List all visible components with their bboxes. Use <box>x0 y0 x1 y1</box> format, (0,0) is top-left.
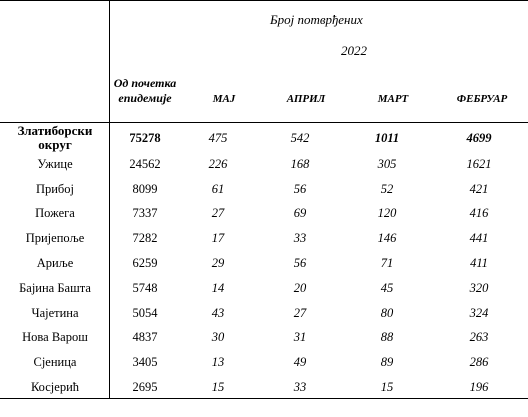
row-march: 89 <box>380 355 394 370</box>
row-may: 17 <box>211 231 225 246</box>
row-may: 13 <box>211 355 225 370</box>
col-head-may: МАЈ <box>212 93 236 105</box>
row-name: Златиборски округ <box>17 123 93 152</box>
row-march: 88 <box>380 330 394 345</box>
row-may: 14 <box>211 280 225 295</box>
row-april: 542 <box>290 130 310 145</box>
row-february: 196 <box>469 380 489 395</box>
row-march: 146 <box>377 231 397 246</box>
row-may: 15 <box>211 380 225 395</box>
row-name: Пријепоље <box>25 231 85 246</box>
row-april: 31 <box>293 330 307 345</box>
row-march: 120 <box>377 206 397 221</box>
row-total-value: 7337 <box>132 206 158 221</box>
row-total-value: 7282 <box>132 231 158 246</box>
row-total-value: 5054 <box>132 305 158 320</box>
header-year: 2022 <box>341 43 367 58</box>
row-april: 33 <box>293 380 307 395</box>
row-may: 29 <box>211 256 225 271</box>
row-april: 33 <box>293 231 307 246</box>
table-row <box>0 326 528 351</box>
row-february: 324 <box>469 305 489 320</box>
row-february: 320 <box>469 280 489 295</box>
row-february: 263 <box>469 330 489 345</box>
col-head-march: МАРТ <box>377 93 409 105</box>
row-name: Ужице <box>37 156 73 171</box>
row-may: 27 <box>211 206 225 221</box>
row-name: Сјеница <box>33 355 77 370</box>
row-march: 15 <box>380 380 394 395</box>
table-row <box>0 276 528 301</box>
row-february: 441 <box>469 231 489 246</box>
table-row <box>0 251 528 276</box>
table-row <box>0 350 528 375</box>
row-march: 45 <box>380 280 394 295</box>
row-april: 56 <box>293 181 307 196</box>
row-name: Косјерић <box>30 380 80 395</box>
row-may: 475 <box>208 130 228 145</box>
table-row <box>0 226 528 251</box>
row-name: Ариље <box>36 256 74 271</box>
table-row <box>0 301 528 326</box>
col-head-february: ФЕБРУАР <box>456 93 508 105</box>
row-february: 1621 <box>466 156 492 171</box>
row-name: Чајетина <box>31 305 79 320</box>
row-total-value: 5748 <box>132 280 158 295</box>
row-total-value: 6259 <box>132 256 158 271</box>
header-title: Број потврђених <box>270 12 363 27</box>
row-march: 71 <box>380 256 394 271</box>
row-may: 30 <box>211 330 225 345</box>
row-may: 43 <box>211 305 225 320</box>
row-name: Бајина Башта <box>19 280 91 295</box>
row-may: 61 <box>211 181 225 196</box>
row-february: 416 <box>469 206 489 221</box>
top-border <box>0 0 528 1</box>
row-april: 168 <box>290 156 310 171</box>
row-total-value: 2695 <box>132 380 158 395</box>
row-name: Нова Варош <box>22 330 88 345</box>
col-head-since-start: Од почетка епидемије <box>113 76 177 105</box>
row-march: 1011 <box>374 130 400 145</box>
row-total-value: 4837 <box>132 330 158 345</box>
table-row-total <box>0 124 528 152</box>
row-april: 56 <box>293 256 307 271</box>
data-table <box>0 124 528 400</box>
row-february: 421 <box>469 181 489 196</box>
row-march: 305 <box>377 156 397 171</box>
table-row <box>0 375 528 400</box>
col-head-april: АПРИЛ <box>286 93 326 105</box>
table-row <box>0 177 528 202</box>
table-row <box>0 202 528 227</box>
table-row <box>0 152 528 177</box>
row-march: 52 <box>380 181 394 196</box>
row-april: 20 <box>293 280 307 295</box>
row-total-value: 8099 <box>132 181 158 196</box>
row-february: 411 <box>470 256 488 271</box>
row-april: 49 <box>293 355 307 370</box>
row-name: Прибој <box>35 181 75 196</box>
row-february: 4699 <box>466 130 492 145</box>
row-april: 69 <box>293 206 307 221</box>
row-total-value: 24562 <box>129 156 161 171</box>
row-name: Пожега <box>35 206 75 221</box>
row-april: 27 <box>293 305 307 320</box>
row-may: 226 <box>208 156 228 171</box>
row-february: 286 <box>469 355 489 370</box>
row-total-value: 3405 <box>132 355 158 370</box>
row-total-value: 75278 <box>129 130 161 145</box>
row-march: 80 <box>380 305 394 320</box>
